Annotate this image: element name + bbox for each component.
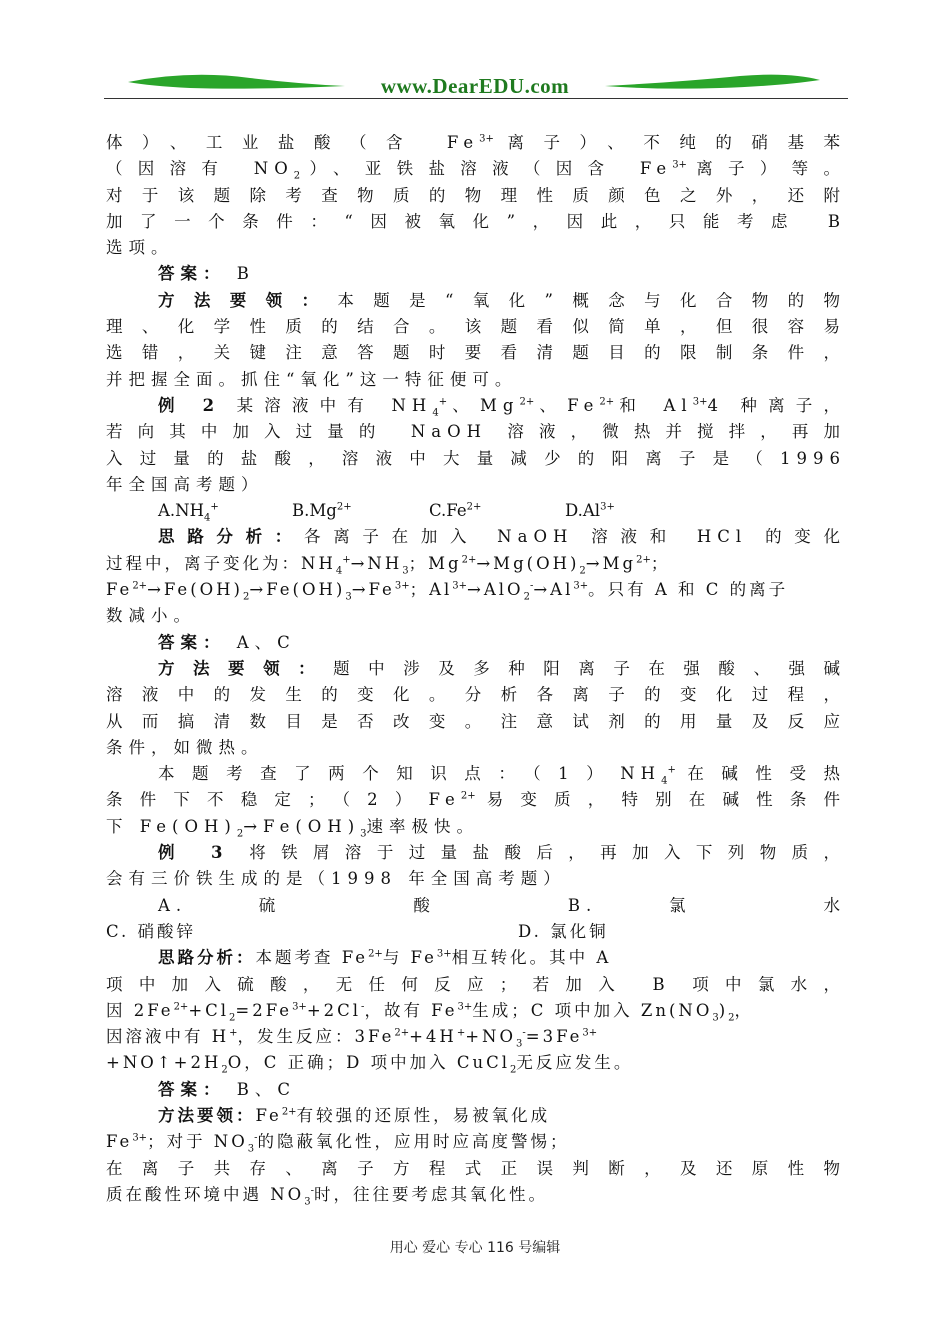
ex3-analysis-line: $+NO↑+2H_2O$，C 正确；D 项中加入 CuCl$_2$无反应发生。 [106, 1053, 634, 1076]
ex3-method-line: 在离子共存、离子方程式正误判断，及还原性物 [106, 1158, 846, 1178]
ex2-question-line: 年全国高考题） [106, 474, 264, 494]
site-logo-text[interactable]: www.DearEDU.com [380, 74, 570, 98]
ex2-question-line: 若向其中加入过量的 NaOH 溶液，微热并搅拌，再加 [106, 422, 846, 442]
paragraph-line: 对于该题除考查物质的物理性质颜色之外，还附 [106, 185, 846, 205]
option-c: $C.Fe^{2+}$ [429, 501, 482, 521]
ex2-knowledge: 本题考查了两个知识点：$(1)NH_4^+$在碱性受热 [158, 764, 847, 787]
ex1-method-line: 并把握全面。抓住“氧化”这一特征便可。 [106, 369, 518, 389]
ex2-method-line: 溶液中的发生的变化。分析各离子的变化过程， [106, 685, 846, 705]
option-b: $B.Mg^{2+}$ [292, 501, 352, 521]
site-header [0, 60, 950, 108]
ex2-analysis-line: 过程中，离子变化为：$NH_4^+\to NH_3$；$Mg^{2+}\to Mg(OH)_2\to Mg^{2+}$； [106, 553, 671, 577]
ex2-analysis-line: 数减小。 [106, 606, 196, 626]
page-footer: 用心 爱心 专心 116 号编辑 [389, 1240, 561, 1256]
ex3-method-line: $Fe^{3+}$；对于 $NO_3^-$的隐蔽氧化性，应用时应高度警惕； [106, 1132, 570, 1155]
ex2-question: 例 2 某溶液中有 $NH_4^+$、$Mg^{2+}$、$Fe^{2+}$和 $Al^{3+}4$ 种离子， [158, 395, 846, 419]
ex3-method-line: 质在酸性环境中遇 $NO_3^-$时，往往要考虑其氧化性。 [106, 1184, 548, 1208]
ex2-method: 方法要领：题中涉及多种阳离子在强酸、强碱 [158, 658, 847, 678]
ex3-question-line: 会有三价铁生成的是（1998 年全国高考题） [106, 869, 566, 889]
option-d: $D.Al^{3+}$ [565, 501, 615, 521]
ex2-analysis-line: $Fe^{2+}\to Fe(OH)_2\to Fe(OH)_3\to Fe^{3+}$；$Al^{3+}\to AlO_2^-\to Al^{3+}$。只有 A 和 C 的离子 [106, 580, 789, 603]
document-body [106, 130, 846, 1208]
ex2-answer: 答案： A、C [158, 632, 296, 652]
ex2-analysis: 思路分析：各离子在加入 NaOH 溶液和 HCl 的变化 [158, 527, 847, 547]
ex2-question-line: 入过量的盐酸，溶液中大量减少的阳离子是（1996 [106, 448, 846, 468]
ex3-question: 例 3 将铁屑溶于过量盐酸后，再加入下列物质， [158, 843, 847, 863]
ex2-knowledge-line: 下 $Fe(OH)_2\to Fe(OH)_3$速率极快。 [106, 816, 480, 840]
ex3-answer: 答案： B、C [158, 1079, 296, 1099]
header-rule [104, 98, 848, 99]
ex1-method: 方法要领：本题是“氧化”概念与化合物的物 [158, 290, 846, 310]
ex3-analysis-line: 项中加入硫酸，无任何反应；若加入 B 项中氯水， [106, 974, 846, 994]
ex2-method-line: 条件，如微热。 [106, 737, 264, 757]
paragraph-line: 选项。 [106, 238, 174, 258]
ex3-analysis-line: 因 $2Fe^{2+}+Cl_2=2Fe^{3+}+2Cl^-$，故有 $Fe^{3+}$生成；C 项中加入 $Zn(NO_3)_2$， [106, 1000, 755, 1024]
paragraph-line: 体）、工业盐酸（含 $Fe^{3+}$离子）、不纯的硝基苯 [106, 133, 847, 152]
ex3-options-cd: C. 硝酸锌 D. 氯化铜 [106, 921, 609, 941]
ex3-analysis: 思路分析：本题考查 $Fe^{2+}$与 $Fe^{3+}$相互转化。其中 A [158, 948, 612, 968]
option-a: $A.NH_4^+$ [158, 501, 219, 524]
ex1-answer: 答案： B [158, 264, 255, 284]
ex2-method-line: 从而搞清数目是否改变。注意试剂的用量及反应 [106, 711, 846, 731]
ex3-method: 方法要领：$Fe^{2+}$有较强的还原性，易被氧化成 [158, 1105, 551, 1125]
ex1-method-line: 理、化学性质的结合。该题看似简单，但很容易 [106, 317, 846, 337]
ex2-knowledge-line: 条件下不稳定；$(2)Fe^{2+}$易变质，特别在碱性条件 [106, 790, 847, 810]
ex1-method-line: 选错，关键注意答题时要看清题目的限制条件， [106, 343, 846, 363]
paragraph-line: 加了一个条件：“因被氧化”，因此，只能考虑 B [106, 211, 846, 231]
ex2-options [106, 498, 846, 524]
ex3-options-ab: A. 硫 酸 B. 氯 水 [158, 895, 846, 915]
ex3-analysis-line: 因溶液中有 H+，发生反应：$3Fe^{2+}+4H^++NO_3^-=3Fe^{3+}$ [106, 1027, 598, 1050]
paragraph-line: （因溶有 $NO_2$）、亚铁盐溶液（因含 $Fe^{3+}$离子）等。 [106, 159, 846, 182]
